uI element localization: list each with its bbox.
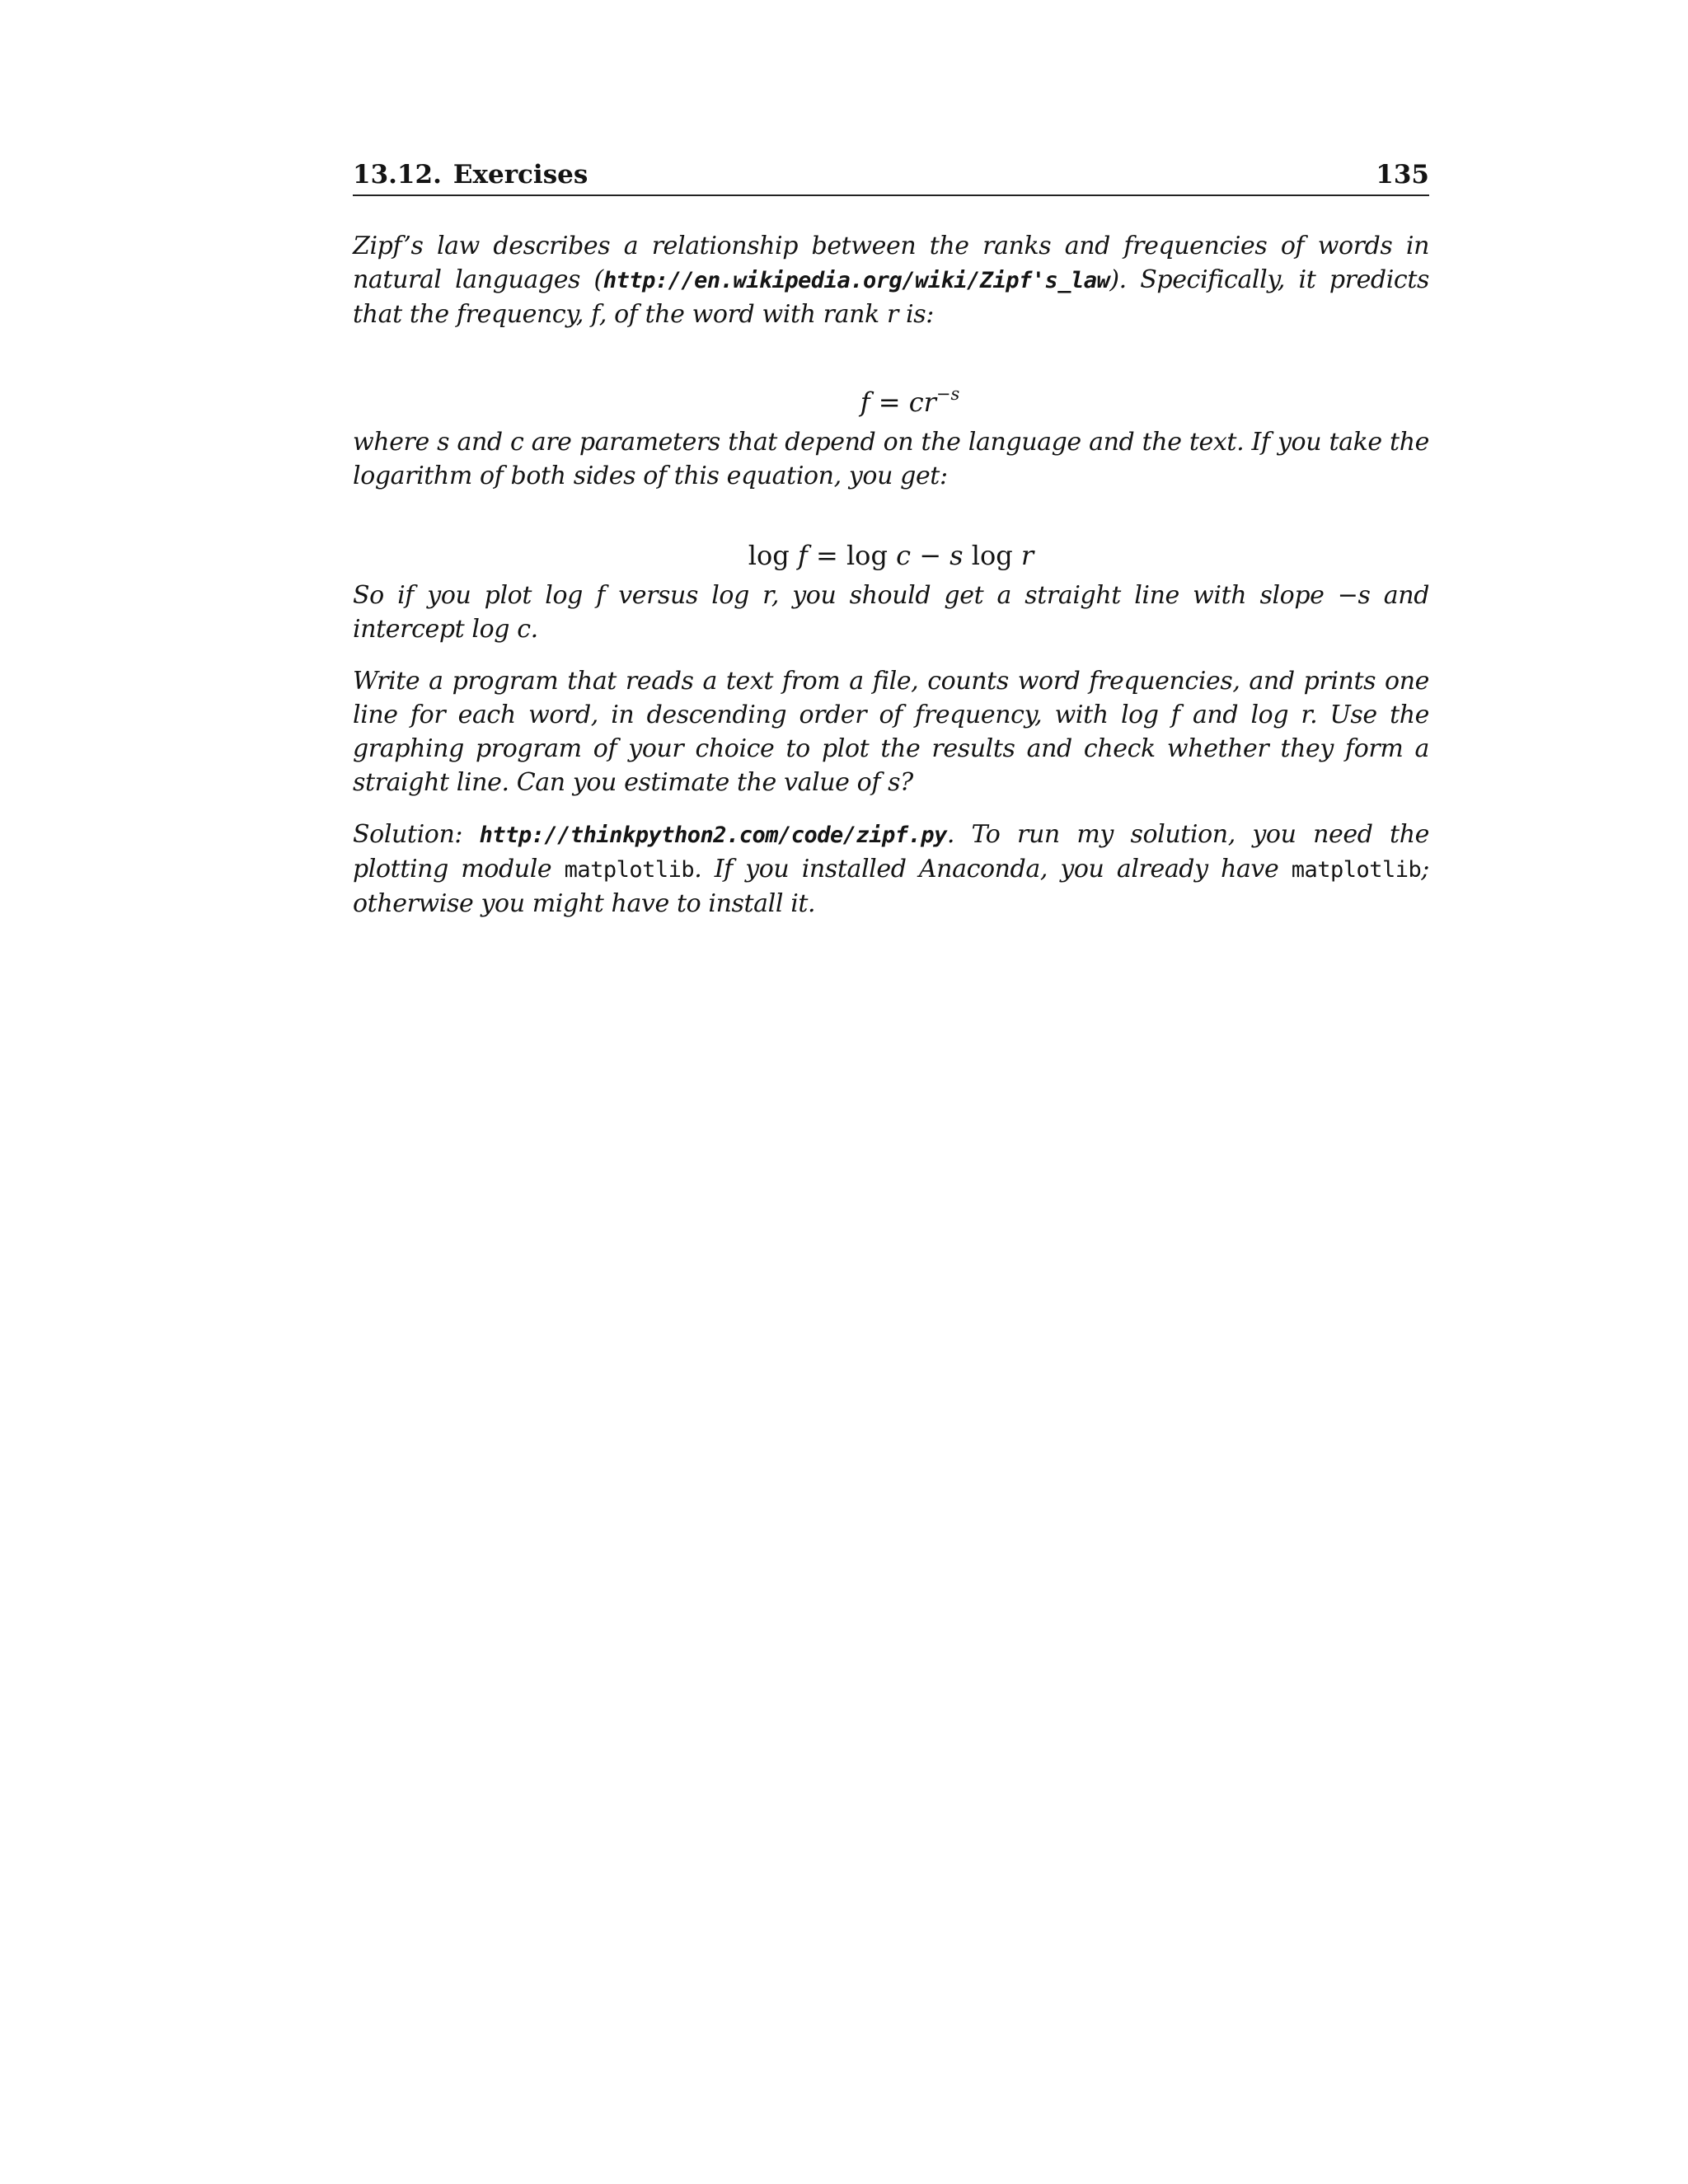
equation-log — [353, 536, 1429, 575]
math-var: f — [797, 540, 808, 571]
section-title: Exercises — [452, 160, 588, 190]
page — [353, 157, 1429, 921]
math-var: s — [950, 540, 964, 571]
math-var: r — [886, 300, 898, 329]
math-var: c — [896, 540, 912, 571]
text-run: Zipf’s law describes a relationship between the ranks and frequencies of words in natural languages ( — [353, 232, 1429, 294]
wikipedia-link[interactable]: http://en.wikipedia.org/wiki/Zipf's_law — [603, 268, 1110, 293]
math-exponent: −s — [935, 384, 960, 404]
section-heading — [353, 157, 588, 193]
math-var: f — [591, 300, 599, 329]
math-operator: − — [911, 540, 950, 571]
section-number: 13.12. — [353, 160, 442, 190]
page-number: 135 — [1376, 160, 1429, 190]
text-run: Solution: — [353, 820, 480, 849]
solution-link[interactable]: http://thinkpython2.com/code/zipf.py — [479, 823, 947, 848]
text-run: are parameters that depend on the language and the text. If you take the logarithm of both sides of this equation, you get: — [353, 428, 1429, 490]
text-run: where — [353, 428, 438, 457]
text-run: is: — [898, 300, 934, 329]
math-var: c — [510, 428, 524, 457]
math-operator: log — [748, 540, 798, 571]
math-var: r — [1020, 540, 1034, 571]
math-var: s — [437, 428, 450, 457]
paragraph-parameters — [353, 425, 1429, 493]
text-run: . If you installed Anaconda, you already have — [694, 855, 1292, 883]
math-operator: = log — [807, 540, 897, 571]
text-run: . To run my solution, you need the plotting module — [353, 820, 1429, 883]
math-var: f — [860, 387, 870, 418]
math-var: c — [908, 387, 924, 418]
paragraph-zipf-intro — [353, 229, 1429, 331]
code-matplotlib: matplotlib — [564, 857, 695, 883]
math-var: r — [923, 387, 936, 418]
equation-zipf — [353, 374, 1429, 422]
running-header — [353, 157, 1429, 196]
paragraph-plot: So if you plot log f versus log r, you should get a straight line with slope −s and intercept log c. — [353, 581, 1429, 644]
text-run: ; otherwise you might have to install it. — [353, 855, 1429, 918]
text-run: ). Specifically, it predicts that the frequency, — [353, 265, 1429, 329]
paragraph-solution — [353, 818, 1429, 921]
code-matplotlib: matplotlib — [1291, 857, 1422, 883]
math-operator: log — [963, 540, 1021, 571]
text-run: , of the word with rank — [598, 300, 887, 329]
paragraph-exercise: Write a program that reads a text from a file, counts word frequencies, and prints one line for each word, in descending order of frequency, with log f and log r. Use the graphing program of your choice to plot the results and check whether they form a straight line. Can you estimate the value of s? — [353, 667, 1429, 797]
text-run: and — [449, 428, 511, 457]
math-operator: = — [870, 387, 909, 418]
